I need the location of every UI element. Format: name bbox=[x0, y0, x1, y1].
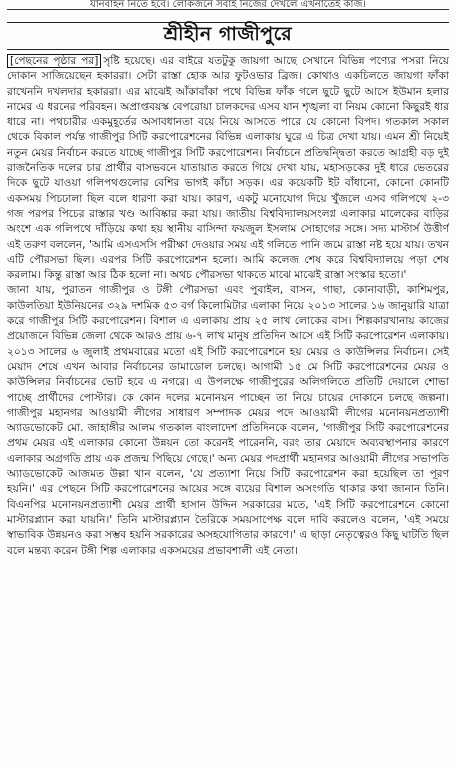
paragraph-text: সৃষ্টি হয়েছে। এর বাইরে যতটুকু জায়গা আছে সেখানে বিভিন্ন পণ্যের পসরা নিয়ে দোকান সাজিয়েছেন হকাররা। সেটা রাস্তা হোক আর ফুটওভার ব্রিজ। কোথাও একচিলতে জায়গা ফাঁকা রাখেননি দখলদার হকাররা। এর মাঝেই আঁকাবাঁকা পথে বিভিন্ন ফাঁক গলে ছুটে ছুটে আসে ইউমান হলার নামের এ ধরনের পরিবহন। অপ্রাপ্তবয়স্ক বেপরোয়া চালকদের এসব যান শৃঙ্খলা বা নিয়ম কোনো কিছুরই ধার ধারে না। পথচারীর একমুহূর্তের অসাবধানতা বয়ে নিয়ে আসতে পারে যে কোনো বিপদ। গতকাল সকাল থেকে বিকাল পর্যন্ত গাজীপুর সিটি করপোরেশনের বিভিন্ন এলাকায় ঘুরে এ চিত্র দেখা যায়। এমন শ্রী নিয়েই নতুন মেয়র নির্বাচন করতে যাচ্ছে গাজীপুর সিটি করপোরেশন। নির্বাচনে প্রতিদ্বন্দ্বিতা করতে আগ্রহী বড় দুই রাজনৈতিক দলের চার প্রার্থীর বাসভবনে যাতায়াত করতে গিয়ে দেখা যায়, মহাসড়কের দুই ধারে ভেতরের দিকে ছুটে যাওয়া গলিপথগুলোর বেশির ভাগই কাঁচা সড়ক। এর কয়েকটি ইট বাঁধানো, কোনো কোনটি একসময় পিচঢালা ছিল বলে ধারণা করা যায়। কারণ, একটু মনোযোগ দিয়ে খুঁজলে এসব গলিপথে ২-৩ গজ পরপর পিচের রাস্তার খণ্ড আবিষ্কার করা যায়। জাতীয় বিশ্ববিদ্যালয়সংলগ্ন এলাকার মালেকের বাড়ির অংশে এক গলিপথে দাঁড়িয়ে কথা হয় স্থানীয় বাসিন্দা ফয়জুল ইসলাম সোহাগের সঙ্গে। সদ্য মাস্টার্স উত্তীর্ণ এই তরুণ বললেন, 'আমি এসএসসি পরীক্ষা দেওয়ার সময় এই গলিতে পানি জমে রাস্তা নষ্ট হয়ে যায়। তখন এটি পৌরসভা ছিল। এরপর সিটি করপোরেশন হলো। আমি কলেজ শেষ করে বিশ্ববিদ্যালয়ে পড়া শেষ করলাম। কিন্তু রাস্তা আর ঠিক হলো না। অথচ পৌরসভা থাকতে মাঝে মাঝেই রাস্তা সংস্কার হতো।' bbox=[7, 55, 449, 282]
headline-bar bbox=[7, 22, 449, 50]
headline: শ্রীহীন গাজীপুরে bbox=[163, 23, 293, 45]
continuation-label: [পেছনের পৃষ্ঠার পর] bbox=[7, 54, 101, 68]
article-paragraph bbox=[7, 54, 449, 283]
previous-article-tail: যানবাহন নিতে হবে। লোকজনে সবাই নিজের দেখলে এখনাতেই কাজ। bbox=[7, 0, 449, 10]
article-body bbox=[7, 54, 449, 767]
article-paragraph: জানা যায়, পুরাতন গাজীপুর ও টঙ্গী পৌরসভা এবং পুবাইল, বাসন, গাছা, কোনাবাড়ী, কাশিমপুর, কাউলতিয়া ইউনিয়নের ৩২৯ দশমিক ৫৩ বর্গ কিলোমিটার এলাকা নিয়ে ২০১৩ সালের ১৬ জানুয়ারি যাত্রা করে গাজীপুর সিটি করপোরেশন। বিশাল এ এলাকায় প্রায় ২৫ লাখ লোকের বাস। শিল্পকারখানায় কাজের প্রয়োজনে বিভিন্ন জেলা থেকে আরও প্রায় ৬-৭ লাখ মানুষ প্রতিদিন আসে এই সিটি করপোরেশন এলাকায়। ২০১৩ সালের ৬ জুলাই প্রথমবারের মতো এই সিটি করপোরেশনে হয় মেয়র ও কাউন্সিলর নির্বাচন। সেই মেয়াদ শেষে এখন আবার নির্বাচনের ডামাডোল চলছে। আগামী ১৫ মে সিটি করপোরেশনের মেয়র ও কাউন্সিলর নির্বাচনের ভোট হবে এ নগরে। এ উপলক্ষে গাজীপুরের অলিগলিতে প্রতিটি দেয়ালে শোভা পাচ্ছে প্রার্থীদের পোস্টার। কে কোন দলের মনোনয়ন পাচ্ছেন তা নিয়ে চায়ের দোকানে চলছে জল্পনা। গাজীপুর মহানগর আওয়ামী লীগের সাধারণ সম্পাদক মেয়র পদে আওয়ামী লীগের মনোনয়নপ্রত্যাশী অ্যাডভোকেট মো. জাহাঙ্গীর আলম গতকাল বাংলাদেশ প্রতিদিনকে বলেন, 'গাজীপুর সিটি করপোরেশনের প্রথম মেয়র এই এলাকার কোনো উন্নয়ন তো করেনই পারেননি, বরং তার মেয়াদে অব্যবস্থাপনার কারণে এলাকার অগ্রগতি প্রায় এক প্রজন্ম পিছিয়ে গেছে।' অন্য মেয়র পদপ্রার্থী মহানগর আওয়ামী লীগের সভাপতি অ্যাডভোকেট আজমত উল্লা খান বলেন, 'যে প্রত্যাশা নিয়ে সিটি করপোরেশন করা হয়েছিল তা পূরণ হয়নি।' এর পেছনে সিটি করপোরেশনের আয়ের সঙ্গে ব্যয়ের বিশাল অসংগতি থাকার কথা জানান তিনি। বিএনপির মনোনয়নপ্রত্যাশী মেয়র প্রার্থী হাসান উদ্দিন সরকারের মতে, 'এই সিটি করপোরেশনে কোনো মাস্টারপ্ল্যান করা যায়নি।' তিনি মাস্টারপ্ল্যান তৈরিকে সময়সাপেক্ষ বলে দাবি করলেও বলেন, 'এই সময়ে স্বাভাবিক উন্নয়নও করা সম্ভব হয়নি সরকারের অসহযোগিতার কারণে।' এ ছাড়া নেতৃত্বেরও কিছু ঘাটতি ছিল বলে মন্তব্য করেন টঙ্গী শিল্প এলাকার একসময়ের প্রভাবশালী এই নেতা। bbox=[7, 284, 449, 557]
